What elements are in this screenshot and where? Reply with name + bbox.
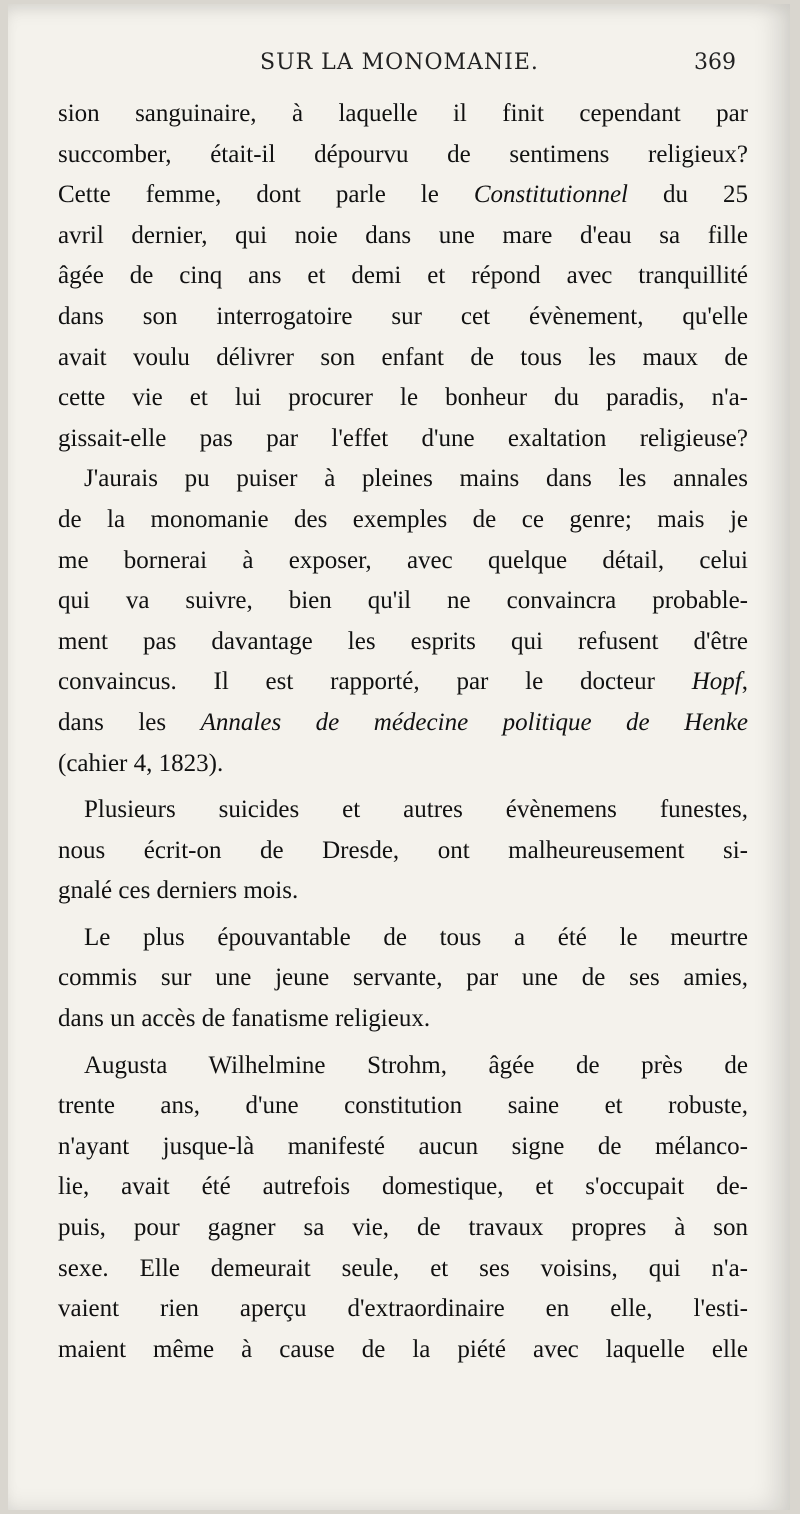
text-line: n'ayant jusque-là manifesté aucun signe de mélanco-	[58, 1132, 748, 1160]
text-line: nous écrit-on de Dresde, ont malheureusement si-	[58, 836, 748, 864]
text-line: sion sanguinaire, à laquelle il finit cependant par	[58, 100, 748, 127]
text-line: puis, pour gagner sa vie, de travaux propres à son	[58, 1214, 748, 1242]
text-line: maient même à cause de la piété avec laquelle elle	[58, 1335, 748, 1363]
text-line: vaient rien aperçu d'extraordinaire en elle, l'esti-	[58, 1295, 748, 1323]
text-line: avril dernier, qui noie dans une mare d'eau sa fille	[58, 221, 748, 249]
newspaper-title: Constitutionnel	[473, 181, 629, 209]
text-line: J'aurais pu puiser à pleines mains dans les annales	[84, 465, 748, 493]
author-name: Hopf	[691, 668, 742, 696]
text-line: convaincus. Il est rapporté, par le docteur Hopf,	[58, 668, 748, 696]
running-title: SUR LA MONOMANIE.	[260, 50, 539, 75]
text-line: trente ans, d'une constitution saine et robuste,	[58, 1092, 748, 1120]
page-header	[8, 50, 790, 84]
text-line: commis sur une jeune servante, par une de ses amies,	[58, 964, 748, 992]
text-line: ment pas davantage les esprits qui refusent d'être	[58, 627, 748, 655]
text-line: Le plus épouvantable de tous a été le meurtre	[84, 923, 748, 951]
text-line: Cette femme, dont parle le Constitutionnel du 25	[58, 181, 748, 209]
book-page	[8, 4, 790, 1510]
text-line: dans son interrogatoire sur cet évènement, qu'elle	[58, 302, 748, 330]
text-line: gnalé ces derniers mois.	[58, 877, 299, 905]
text-line: Plusieurs suicides et autres évènemens funestes,	[84, 796, 748, 824]
text-line: dans les Annales de médecine politique de Henke	[58, 708, 748, 736]
text-line: (cahier 4, 1823).	[58, 749, 224, 777]
text-line: avait voulu délivrer son enfant de tous les maux de	[58, 343, 748, 371]
text-line: lie, avait été autrefois domestique, et s'occupait de-	[58, 1173, 748, 1201]
text-line: sexe. Elle demeurait seule, et ses voisins, qui n'a-	[58, 1254, 748, 1282]
text-line: succomber, était-il dépourvu de sentimens religieux?	[58, 140, 748, 168]
text-line: qui va suivre, bien qu'il ne convaincra probable-	[58, 587, 748, 615]
text-line: cette vie et lui procurer le bonheur du paradis, n'a-	[58, 384, 748, 412]
text-line: Augusta Wilhelmine Strohm, âgée de près de	[84, 1051, 748, 1079]
text-line: dans un accès de fanatisme religieux.	[58, 1005, 431, 1033]
text-line: gissait-elle pas par l'effet d'une exaltation religieuse?	[58, 424, 748, 452]
journal-title: Annales de médecine politique de Henke	[200, 708, 748, 736]
body-text	[58, 94, 748, 1370]
text-line: âgée de cinq ans et demi et répond avec tranquillité	[58, 262, 748, 290]
text-line: de la monomanie des exemples de ce genre; mais je	[58, 505, 748, 533]
text-line: me bornerai à exposer, avec quelque détail, celui	[58, 546, 748, 574]
page-number: 369	[694, 50, 736, 75]
